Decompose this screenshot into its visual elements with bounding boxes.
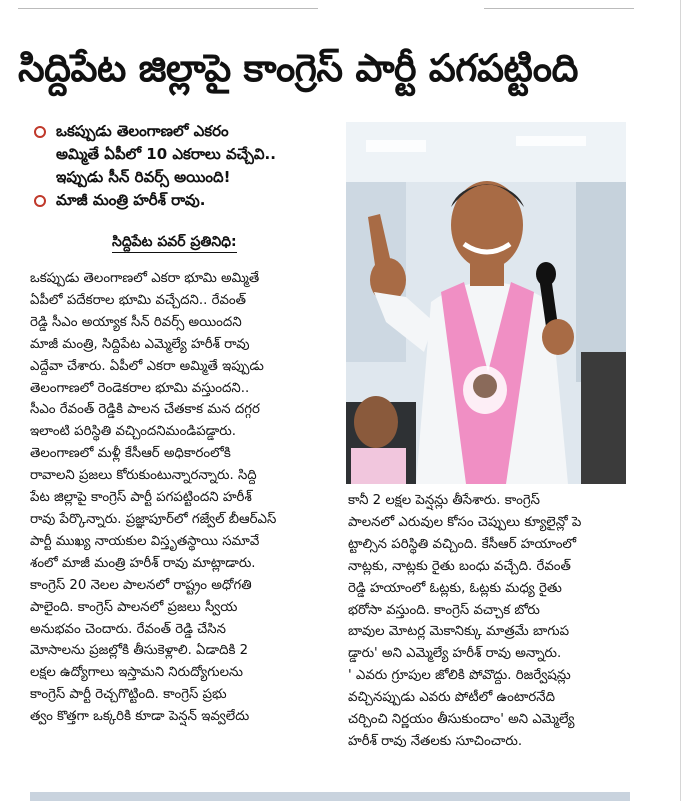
body-line: పేట జిల్లాపై కాంగ్రెస్ పార్టీ పగపట్టిందని హరీశ్ (30, 490, 252, 506)
body-line: అనుభవం చెందారు. రేవంత్ రెడ్డి చేసిన (30, 621, 226, 637)
body-line: లక్షల ఉద్యోగాలు ఇస్తామని నిరుద్యోగులను (30, 665, 243, 681)
photo-illustration (346, 122, 626, 484)
top-rule-right (484, 8, 634, 9)
bullet-circle-icon (34, 126, 46, 138)
body-line: ' ఎవరు గ్రూపుల జోలికి పోవొద్దు. రిజర్వేషన్లు (348, 668, 571, 684)
body-line: రెడ్డి హయాంలో ఓట్లకు, ఓట్లకు మధ్య రైతు (348, 580, 562, 596)
bullet-list (34, 120, 334, 212)
body-line: సీఎం రేవంత్ రెడ్డికి పాలన చేతకాక మన దగ్గర (30, 402, 260, 418)
top-rule-left (18, 8, 318, 9)
body-column-right (348, 490, 632, 753)
body-line: శంలో మాజీ మంత్రి హరీశ్ రావు మాట్లాడారు. (30, 555, 256, 571)
body-line: నాట్లకు, నాట్లకు రైతు బంధు వచ్చేది. రేవంత్ (348, 558, 571, 574)
news-photo (346, 122, 626, 484)
body-line: ఎద్దేవా చేశారు. ఏపీలో ఎకరా అమ్మితే ఇప్పుడు (30, 358, 264, 374)
body-line: రావు పేర్కొన్నారు. ప్రజ్ఞాపూర్‌లో గజ్వేల్ బీఆర్ఎస్ (30, 511, 277, 527)
body-line: బావుల మోటర్ల మెకానిక్కు మాత్రమే బాగుప (348, 624, 570, 640)
body-line: కాంగ్రెస్ పార్టీ రెచ్చగొట్టింది. కాంగ్రెస్ ప్రభు (30, 687, 227, 703)
body-line: రావాలని ప్రజలు కోరుకుంటున్నారన్నారు. సిద్ది (30, 468, 257, 484)
bullet-circle-icon (34, 195, 46, 207)
body-line: డ్డారు' అని ఎమ్మెల్యే హరీశ్ రావు అన్నారు. (348, 646, 562, 662)
body-line: పార్టీ ముఖ్య నాయకుల విస్తృతస్థాయి సమావే (30, 533, 260, 549)
body-line: మాజీ మంత్రి, సిద్దిపేట ఎమ్మెల్యే హరీశ్ రావు (30, 336, 250, 352)
body-column-left (30, 268, 332, 728)
body-line: మోసాలను ప్రజల్లోకి తీసుకెళ్లాలి. ఏడాదికి 2 (30, 643, 249, 659)
body-line: హరీశ్ రావు నేతలకు సూచించారు. (348, 733, 523, 749)
body-line: ట్టాల్సిన పరిస్థితి వచ్చింది. కేసీఆర్ హయాంలో (348, 536, 577, 552)
body-line: కాంగ్రెస్ 20 నెలల పాలనలో రాష్ట్రం అధోగతి (30, 577, 252, 593)
page-divider (680, 0, 681, 801)
body-line: చర్చించి నిర్ణయం తీసుకుందాం' అని ఎమ్మెల్యే (348, 712, 575, 728)
bullet-item (34, 120, 334, 189)
body-line: తెలంగాణలో మళ్లీ కేసీఆర్ అధికారంలోకి (30, 446, 231, 462)
bullet-line: ఇప్పుడు సీన్ రివర్స్ అయింది! (56, 168, 231, 186)
body-line: పాలైంది. కాంగ్రెస్ పాలనలో ప్రజలు స్వీయ (30, 599, 238, 615)
body-line: కానీ 2 లక్షల పెన్షన్లు తీసేశారు. కాంగ్రెస్ (348, 493, 540, 508)
bullet-line: అమ్మితే ఏపీలో 10 ఎకరాలు వచ్చేవి.. (56, 145, 276, 163)
bullet-item (34, 189, 334, 212)
body-line: భరోసా వస్తుంది. కాంగ్రెస్ వచ్చాక బోరు (348, 602, 540, 618)
body-line: పాలనలో ఎరువుల కోసం చెప్పులు క్యూలైన్లో పె (348, 514, 582, 530)
body-line: ఇలాంటి పరిస్థితి వచ్చిందనిమండిపడ్డారు. (30, 424, 236, 440)
bullet-line: ఒకప్పుడు తెలంగాణలో ఎకరం (56, 122, 229, 140)
next-photo-strip (30, 792, 630, 801)
body-line: త్వం కొత్తగా ఒక్కరికి కూడా పెన్షన్ ఇవ్వలేదు (30, 709, 250, 725)
headline: సిద్దిపేట జిల్లాపై కాంగ్రెస్ పార్టీ పగపట్టింది (18, 46, 578, 90)
body-line: ఒకప్పుడు తెలంగాణలో ఎకరా భూమి అమ్మితే (30, 271, 260, 286)
bullet-line: మాజీ మంత్రి హరీశ్ రావు. (56, 191, 206, 209)
byline: సిద్దిపేట పవర్ ప్రతినిధి: (112, 232, 237, 253)
body-line: వచ్చినప్పుడు ఎవరు పోటీలో ఉంటారనేది (348, 690, 556, 706)
body-line: తెలంగాణలో రెండెకరాల భూమి వస్తుందని.. (30, 380, 250, 396)
body-line: ఏపీలో పదేకరాల భూమి వచ్చేదని.. రేవంత్ (30, 292, 246, 308)
body-line: రెడ్డి సీఎం అయ్యాక సీన్ రివర్స్ అయిందని (30, 314, 242, 330)
